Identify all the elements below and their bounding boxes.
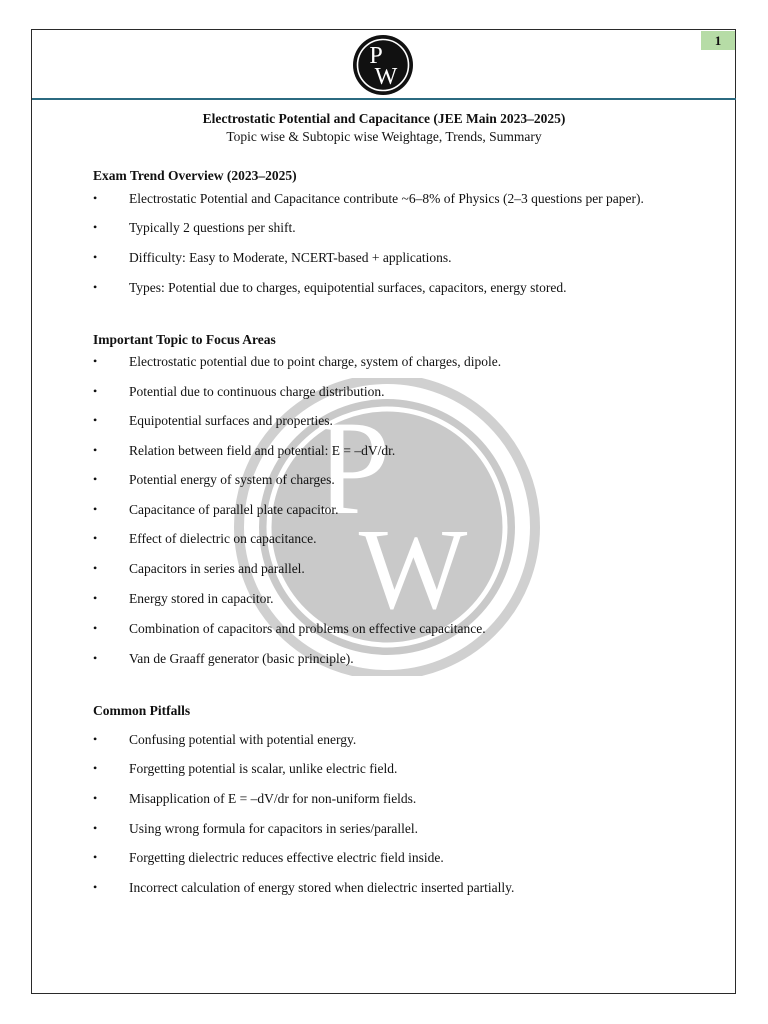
list-item: • Misapplication of E = –dV/dr for non-uniform fields. bbox=[93, 791, 417, 806]
document-title: Electrostatic Potential and Capacitance (JEE Main 2023–2025) bbox=[202, 111, 566, 126]
logo-letter-w: W bbox=[374, 64, 398, 90]
bullet-icon: • bbox=[93, 531, 98, 545]
watermark-letter-p: P bbox=[315, 394, 391, 543]
list-item: • Electrostatic Potential and Capacitance contribute ~6–8% of Physics (2–3 questions per paper). bbox=[93, 191, 644, 206]
section-heading-exam-trend: Exam Trend Overview (2023–2025) bbox=[93, 168, 297, 183]
bullet-icon: • bbox=[93, 621, 98, 635]
header-divider bbox=[32, 98, 736, 100]
list-item: • Types: Potential due to charges, equipotential surfaces, capacitors, energy stored. bbox=[93, 280, 567, 295]
watermark-letter-w: W bbox=[358, 506, 468, 633]
list-item: • Energy stored in capacitor. bbox=[93, 591, 274, 606]
list-item: • Potential due to continuous charge distribution. bbox=[93, 384, 385, 399]
bullet-icon: • bbox=[93, 250, 98, 264]
list-item: • Capacitors in series and parallel. bbox=[93, 561, 305, 576]
document-subtitle: Topic wise & Subtopic wise Weightage, Trends, Summary bbox=[226, 129, 542, 144]
list-item: • Electrostatic potential due to point charge, system of charges, dipole. bbox=[93, 354, 502, 369]
list-item: • Forgetting dielectric reduces effective electric field inside. bbox=[93, 850, 444, 865]
bullet-icon: • bbox=[93, 732, 98, 746]
bullet-icon: • bbox=[93, 472, 98, 486]
list-item: • Incorrect calculation of energy stored when dielectric inserted partially. bbox=[93, 880, 515, 895]
pw-logo bbox=[351, 34, 415, 96]
bullet-icon: • bbox=[93, 354, 98, 368]
bullet-icon: • bbox=[93, 821, 98, 835]
bullet-icon: • bbox=[93, 561, 98, 575]
bullet-icon: • bbox=[93, 591, 98, 605]
section-heading-focus-areas: Important Topic to Focus Areas bbox=[93, 332, 276, 347]
bullet-icon: • bbox=[93, 443, 98, 457]
list-item: • Combination of capacitors and problems on effective capacitance. bbox=[93, 621, 486, 636]
bullet-icon: • bbox=[93, 761, 98, 775]
list-item: • Forgetting potential is scalar, unlike electric field. bbox=[93, 761, 398, 776]
bullet-icon: • bbox=[93, 880, 98, 894]
list-item: • Capacitance of parallel plate capacitor. bbox=[93, 502, 339, 517]
bullet-icon: • bbox=[93, 651, 98, 665]
page-number: 1 bbox=[701, 31, 735, 50]
list-item: • Van de Graaff generator (basic principle). bbox=[93, 651, 354, 666]
bullet-icon: • bbox=[93, 384, 98, 398]
bullet-icon: • bbox=[93, 791, 98, 805]
bullet-icon: • bbox=[93, 413, 98, 427]
list-item: • Equipotential surfaces and properties. bbox=[93, 413, 333, 428]
section-heading-common-pitfalls: Common Pitfalls bbox=[93, 703, 191, 718]
bullet-icon: • bbox=[93, 220, 98, 234]
bullet-icon: • bbox=[93, 850, 98, 864]
bullet-icon: • bbox=[93, 191, 98, 205]
list-item: • Effect of dielectric on capacitance. bbox=[93, 531, 317, 546]
list-item: • Relation between field and potential: E = –dV/dr. bbox=[93, 443, 396, 458]
list-item: • Using wrong formula for capacitors in series/parallel. bbox=[93, 821, 419, 836]
bullet-icon: • bbox=[93, 502, 98, 516]
bullet-icon: • bbox=[93, 280, 98, 294]
list-item: • Typically 2 questions per shift. bbox=[93, 220, 296, 235]
list-item: • Difficulty: Easy to Moderate, NCERT-based + applications. bbox=[93, 250, 452, 265]
logo-letter-p: P bbox=[369, 43, 383, 69]
list-item: • Potential energy of system of charges. bbox=[93, 472, 335, 487]
list-item: • Confusing potential with potential energy. bbox=[93, 732, 357, 747]
